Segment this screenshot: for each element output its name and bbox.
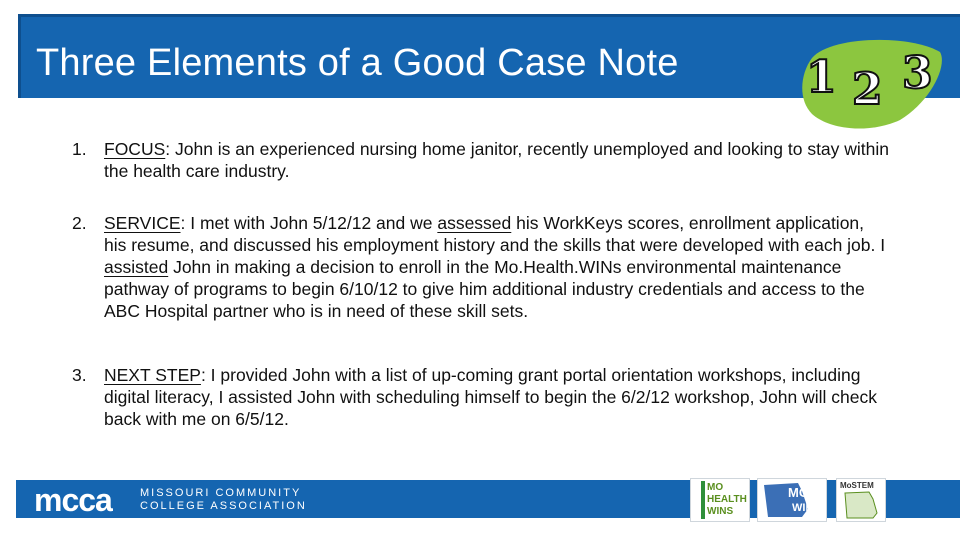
mcca-logo: mcca: [34, 482, 112, 518]
logo-digit-1: 1: [806, 52, 837, 103]
logo-digit-2: 2: [852, 64, 883, 115]
mostem-map-icon: [843, 491, 881, 519]
slide-title: Three Elements of a Good Case Note: [36, 42, 679, 84]
item-text: [104, 364, 890, 430]
mostem-wins-logo: [836, 478, 886, 522]
keyword-assisted: assisted: [104, 257, 169, 277]
partner-line: WINS: [792, 502, 821, 514]
list-item-service: [72, 212, 890, 322]
org-name-line1: MISSOURI COMMUNITY: [140, 487, 302, 499]
org-name-line2: COLLEGE ASSOCIATION: [140, 500, 307, 512]
item-text: [104, 138, 890, 182]
item-text: [104, 212, 890, 322]
partner-text: [707, 482, 747, 518]
item-body: : John is an experienced nursing home janitor, recently unemployed and looking to stay within the health care industry.: [104, 139, 890, 181]
partner-line: WINS: [707, 506, 734, 517]
partner-line: MO: [707, 482, 724, 493]
numbers-logo-icon: [790, 30, 950, 130]
item-number: 1.: [72, 139, 87, 159]
case-note-list: [72, 138, 890, 430]
item-heading: NEXT STEP: [104, 365, 201, 385]
item-body: John in making a decision to enroll in the Mo.Health.WINs environmental maintenance pathway of programs to begin 6/10/12 to give him additional industry credentials and access to the ABC Hospital partner who is in need of these skill sets.: [104, 257, 865, 321]
partner-line: MoSTEM: [840, 481, 874, 490]
partner-line: MO: [788, 485, 809, 500]
item-heading: SERVICE: [104, 213, 181, 233]
stripe-decoration: [701, 481, 705, 519]
item-number: 3.: [72, 365, 87, 385]
keyword-assessed: assessed: [437, 213, 512, 233]
item-body: : I met with John 5/12/12 and we: [180, 213, 438, 233]
mo-health-wins-logo: [690, 478, 750, 522]
logo-digit-3: 3: [902, 48, 933, 99]
item-number: 2.: [72, 213, 87, 233]
org-name: [140, 487, 307, 513]
partner-line: HEALTH: [707, 494, 747, 505]
item-heading: FOCUS: [104, 139, 166, 159]
mo-wins-logo: [757, 478, 827, 522]
missouri-map-icon: [758, 479, 826, 521]
item-body: : I provided John with a list of up-coming grant portal orientation workshops, including digital literacy, I assisted John with scheduling himself to begin the 6/2/12 workshop, John will check back with me on 6/5/12.: [104, 365, 877, 429]
list-item-next-step: [72, 364, 890, 430]
list-item-focus: [72, 138, 890, 182]
item-body: his WorkKeys scores, enrollment application, his resume, and discussed his employment history and the skills that were developed with each job. I: [104, 213, 886, 255]
